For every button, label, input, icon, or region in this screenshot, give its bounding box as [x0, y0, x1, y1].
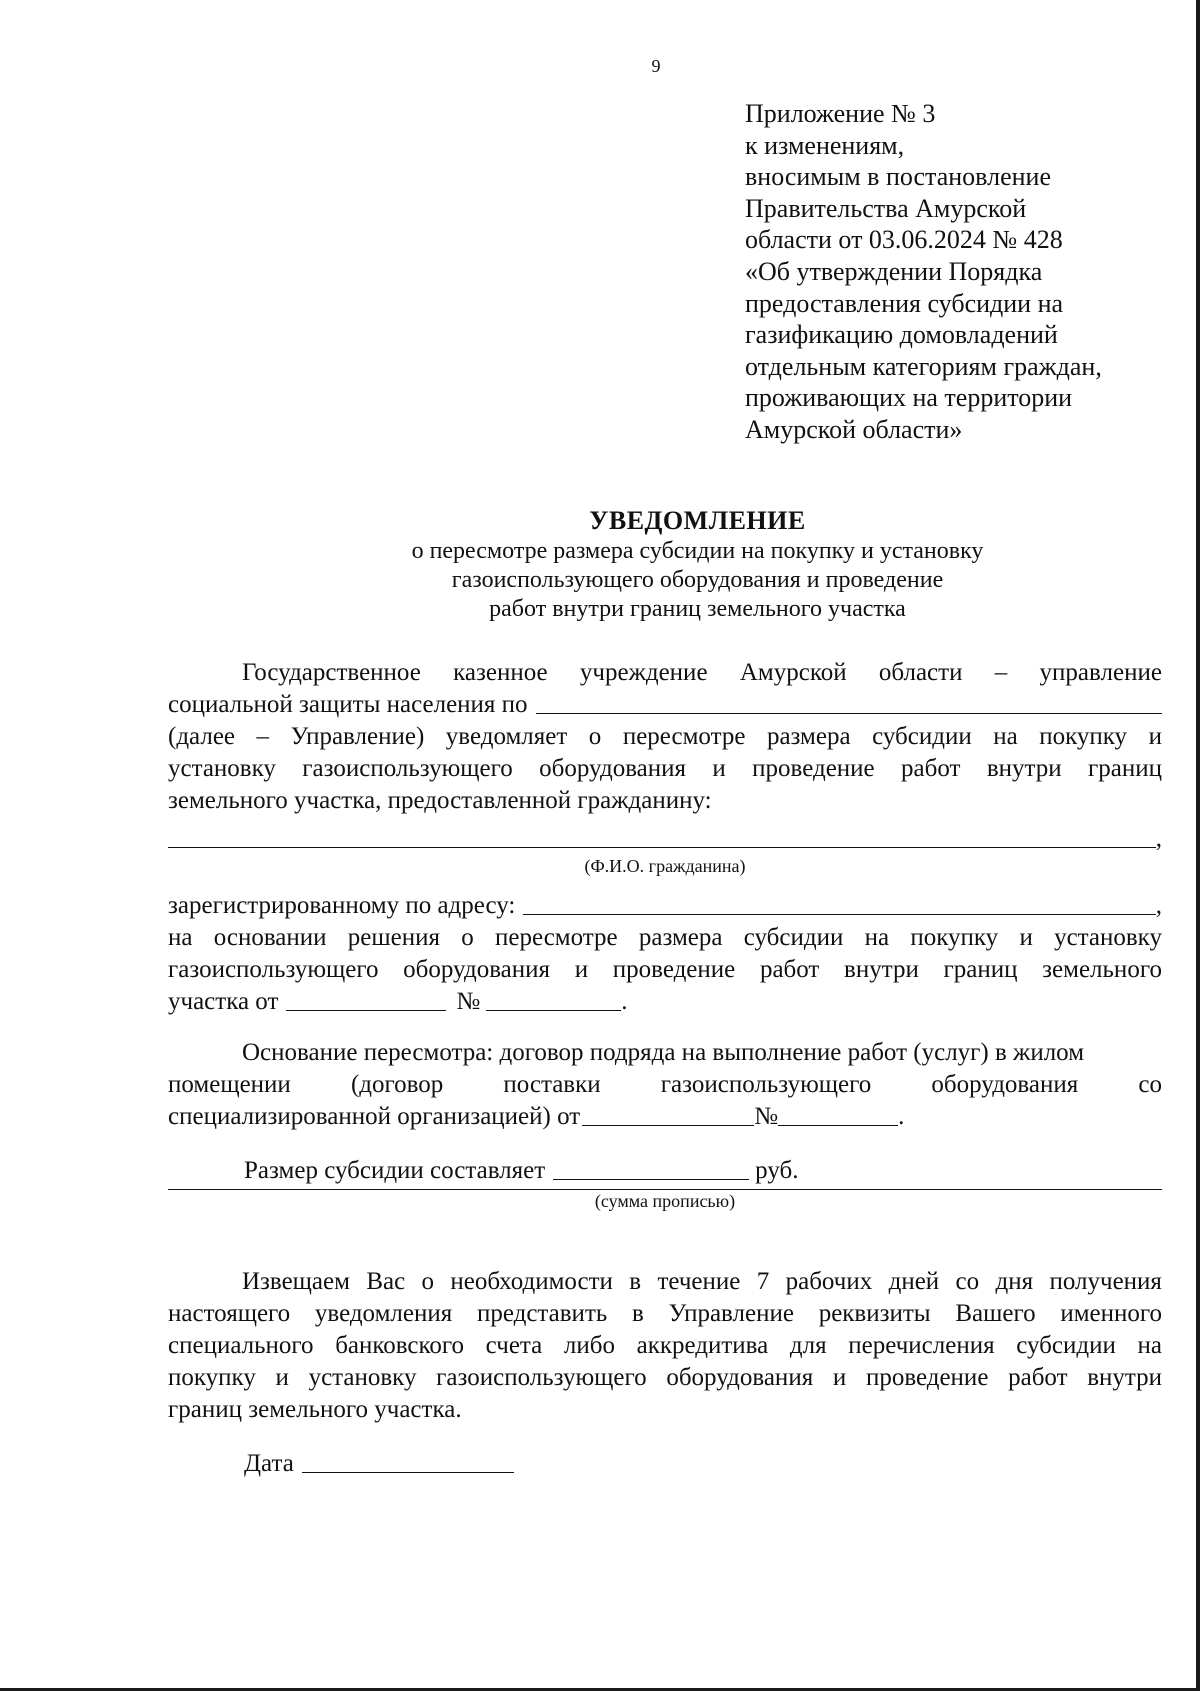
word: о — [421, 1268, 435, 1295]
appendix-line: «Об утверждении Порядка — [745, 256, 1043, 286]
word: – — [994, 659, 1008, 686]
line-text: границ земельного участка. — [168, 1396, 462, 1423]
word: и — [574, 956, 589, 983]
word: внутри — [1087, 1364, 1162, 1391]
word: именного — [1060, 1300, 1162, 1327]
word: оборудования — [539, 755, 687, 782]
word: Управление — [668, 1300, 794, 1327]
line-text: земельного участка, предоставленной гражданину: — [168, 787, 712, 814]
word: на — [168, 924, 193, 951]
word: газоиспользующего — [168, 956, 379, 983]
word: оборудования — [403, 956, 551, 983]
word: (далее — [168, 723, 236, 750]
justified-line — [168, 1362, 1162, 1394]
word: течение — [657, 1268, 741, 1295]
word: счета — [485, 1332, 543, 1359]
word: работ — [759, 956, 820, 983]
word: перечисления — [848, 1332, 995, 1359]
contract-line — [168, 1101, 1162, 1133]
word: работ — [1008, 1364, 1068, 1391]
appendix-line: Правительства Амурской — [745, 193, 1027, 223]
address-comma: , — [1155, 892, 1162, 919]
line-end: . — [898, 1103, 905, 1130]
text-line — [168, 785, 1162, 817]
word: газоиспользующего — [660, 1071, 872, 1098]
word: уведомляет — [445, 723, 568, 750]
word: и — [832, 1364, 847, 1391]
word: области — [878, 659, 963, 686]
word: установку — [1054, 924, 1162, 951]
word: – — [256, 723, 270, 750]
word: оборудования — [666, 1364, 814, 1391]
word: и — [1148, 723, 1162, 750]
justified-line — [168, 1330, 1162, 1362]
word: земельного — [1042, 956, 1162, 983]
word: границ — [943, 956, 1018, 983]
word: дней — [888, 1268, 940, 1295]
word: казенное — [453, 659, 548, 686]
amount-line — [168, 1155, 1162, 1187]
appendix-line: вносимым в постановление — [745, 162, 1051, 192]
word: поставки — [503, 1071, 601, 1098]
word: либо — [563, 1332, 615, 1359]
word: уведомления — [314, 1300, 453, 1327]
word: установку — [168, 755, 276, 782]
word: Извещаем — [242, 1268, 350, 1295]
line-text: Размер субсидии составляет — [244, 1157, 546, 1184]
word: работ — [901, 755, 961, 782]
word: и — [275, 1364, 289, 1391]
line-end: . — [621, 988, 628, 1015]
number-sign: № — [754, 1103, 779, 1130]
fio-comma: , — [1155, 825, 1162, 852]
line-text: Основание пересмотра: договор подряда на выполнение работ (услуг) в жилом — [242, 1039, 1085, 1066]
word: 7 — [756, 1268, 770, 1295]
text-line — [168, 1037, 1162, 1069]
word: Управление) — [290, 723, 425, 750]
number-sign: № — [456, 988, 481, 1015]
word: представить — [476, 1300, 608, 1327]
appendix-line: Приложение № 3 — [745, 99, 936, 128]
word: газоиспользующего — [302, 755, 513, 782]
word: и — [1019, 924, 1033, 951]
word: внутри — [844, 956, 919, 983]
word: газоиспользующего — [436, 1364, 647, 1391]
word: дня — [995, 1268, 1034, 1295]
institution-blank[interactable] — [536, 689, 1162, 714]
word: учреждение — [579, 659, 708, 686]
word: субсидии — [872, 723, 972, 750]
date-blank[interactable] — [302, 1448, 514, 1473]
fio-line — [168, 823, 1162, 855]
appendix-line: Амурской области» — [745, 414, 963, 444]
appendix-line: предоставления субсидии на — [745, 288, 1064, 318]
word: покупку — [1039, 723, 1128, 750]
word: реквизиты — [818, 1300, 931, 1327]
title-block — [170, 505, 1200, 624]
decision-number-blank[interactable] — [486, 986, 621, 1011]
date-line — [168, 1448, 1162, 1480]
text-line — [168, 689, 1162, 721]
word: Вас — [366, 1268, 406, 1295]
word: рабочих — [785, 1268, 873, 1295]
word: получения — [1049, 1268, 1162, 1295]
word: решения — [347, 924, 440, 951]
date-section — [168, 1448, 1162, 1480]
word: в — [632, 1300, 644, 1327]
word: для — [789, 1332, 827, 1359]
word: банковского — [335, 1332, 465, 1359]
word: проведение — [865, 1364, 989, 1391]
scan-edge-right — [1196, 0, 1200, 1691]
word: и — [712, 755, 726, 782]
word: покупку — [910, 924, 999, 951]
text-line — [168, 1394, 1162, 1426]
word: проведение — [612, 956, 736, 983]
justified-line — [168, 954, 1162, 986]
word: субсидии — [1016, 1332, 1116, 1359]
word: пересмотре — [622, 723, 746, 750]
word: специального — [168, 1332, 314, 1359]
paragraph-address — [168, 890, 1162, 1018]
page-number: 9 — [651, 56, 661, 76]
word: Вашего — [955, 1300, 1036, 1327]
appendix-line: отдельным категориям граждан, — [745, 351, 1102, 381]
word: проведение — [752, 755, 875, 782]
word: размера — [766, 723, 851, 750]
appendix-line: к изменениям, — [745, 130, 905, 160]
word: о — [588, 723, 602, 750]
word: установку — [308, 1364, 417, 1391]
word: покупку — [168, 1364, 256, 1391]
word: помещении — [168, 1071, 291, 1098]
word: субсидии — [743, 924, 844, 951]
word: на — [993, 723, 1018, 750]
word: на — [864, 924, 890, 951]
paragraph-institution — [168, 657, 1162, 877]
amount-blank[interactable] — [553, 1155, 749, 1180]
subtitle-line: работ внутри границ земельного участка — [489, 596, 906, 622]
date-label: Дата — [244, 1450, 294, 1477]
decision-line — [168, 986, 1162, 1018]
word: границ — [1088, 755, 1162, 782]
contract-number-blank[interactable] — [778, 1101, 898, 1126]
address-line — [168, 890, 1162, 922]
document-subtitle — [170, 537, 1200, 624]
word: управление — [1039, 659, 1162, 686]
document-title: УВЕДОМЛЕНИЕ — [589, 506, 806, 535]
word: в — [629, 1268, 642, 1295]
justified-line — [168, 721, 1162, 753]
word: на — [1137, 1332, 1162, 1359]
word: аккредитива — [636, 1332, 769, 1359]
paragraph-basis — [168, 1037, 1162, 1133]
word: пересмотре — [495, 924, 618, 951]
word: необходимости — [450, 1268, 613, 1295]
sum-caption: (сумма прописью) — [594, 1191, 736, 1211]
appendix-header — [745, 98, 1165, 446]
subtitle-line: о пересмотре размера субсидии на покупку и установку — [411, 538, 984, 564]
justified-line — [168, 1298, 1162, 1330]
justified-line — [168, 753, 1162, 785]
line-text: зарегистрированному по адресу: — [168, 892, 516, 919]
contract-date-blank[interactable] — [582, 1101, 754, 1126]
word: настоящего — [168, 1300, 291, 1327]
line-text: участка от — [168, 988, 279, 1015]
word: (договор — [350, 1071, 444, 1098]
word: Амурской — [739, 659, 847, 686]
paragraph-amount — [168, 1155, 1162, 1212]
line-text: социальной защиты населения по — [168, 691, 528, 718]
decision-date-blank[interactable] — [286, 986, 446, 1011]
justified-line — [168, 922, 1162, 954]
fio-blank[interactable] — [168, 823, 1156, 848]
word: размера — [638, 924, 723, 951]
word: Государственное — [242, 659, 421, 686]
justified-line — [168, 1069, 1162, 1101]
appendix-line: области от 03.06.2024 № 428 — [745, 225, 1063, 255]
fio-caption: (Ф.И.О. гражданина) — [584, 856, 746, 876]
address-blank[interactable] — [523, 890, 1155, 915]
currency-unit: руб. — [755, 1157, 799, 1184]
word: со — [1138, 1071, 1162, 1098]
justified-line — [168, 657, 1162, 689]
word: основании — [213, 924, 327, 951]
appendix-line: газификацию домовладений — [745, 320, 1058, 350]
word: внутри — [986, 755, 1062, 782]
appendix-line: проживающих на территории — [745, 383, 1073, 413]
line-text: специализированной организацией) от — [168, 1103, 581, 1130]
subtitle-line: газоиспользующего оборудования и проведение — [451, 567, 944, 593]
word: о — [461, 924, 474, 951]
word: со — [955, 1268, 980, 1295]
paragraph-notice — [168, 1266, 1162, 1426]
word: оборудования — [931, 1071, 1079, 1098]
justified-line — [168, 1266, 1162, 1298]
